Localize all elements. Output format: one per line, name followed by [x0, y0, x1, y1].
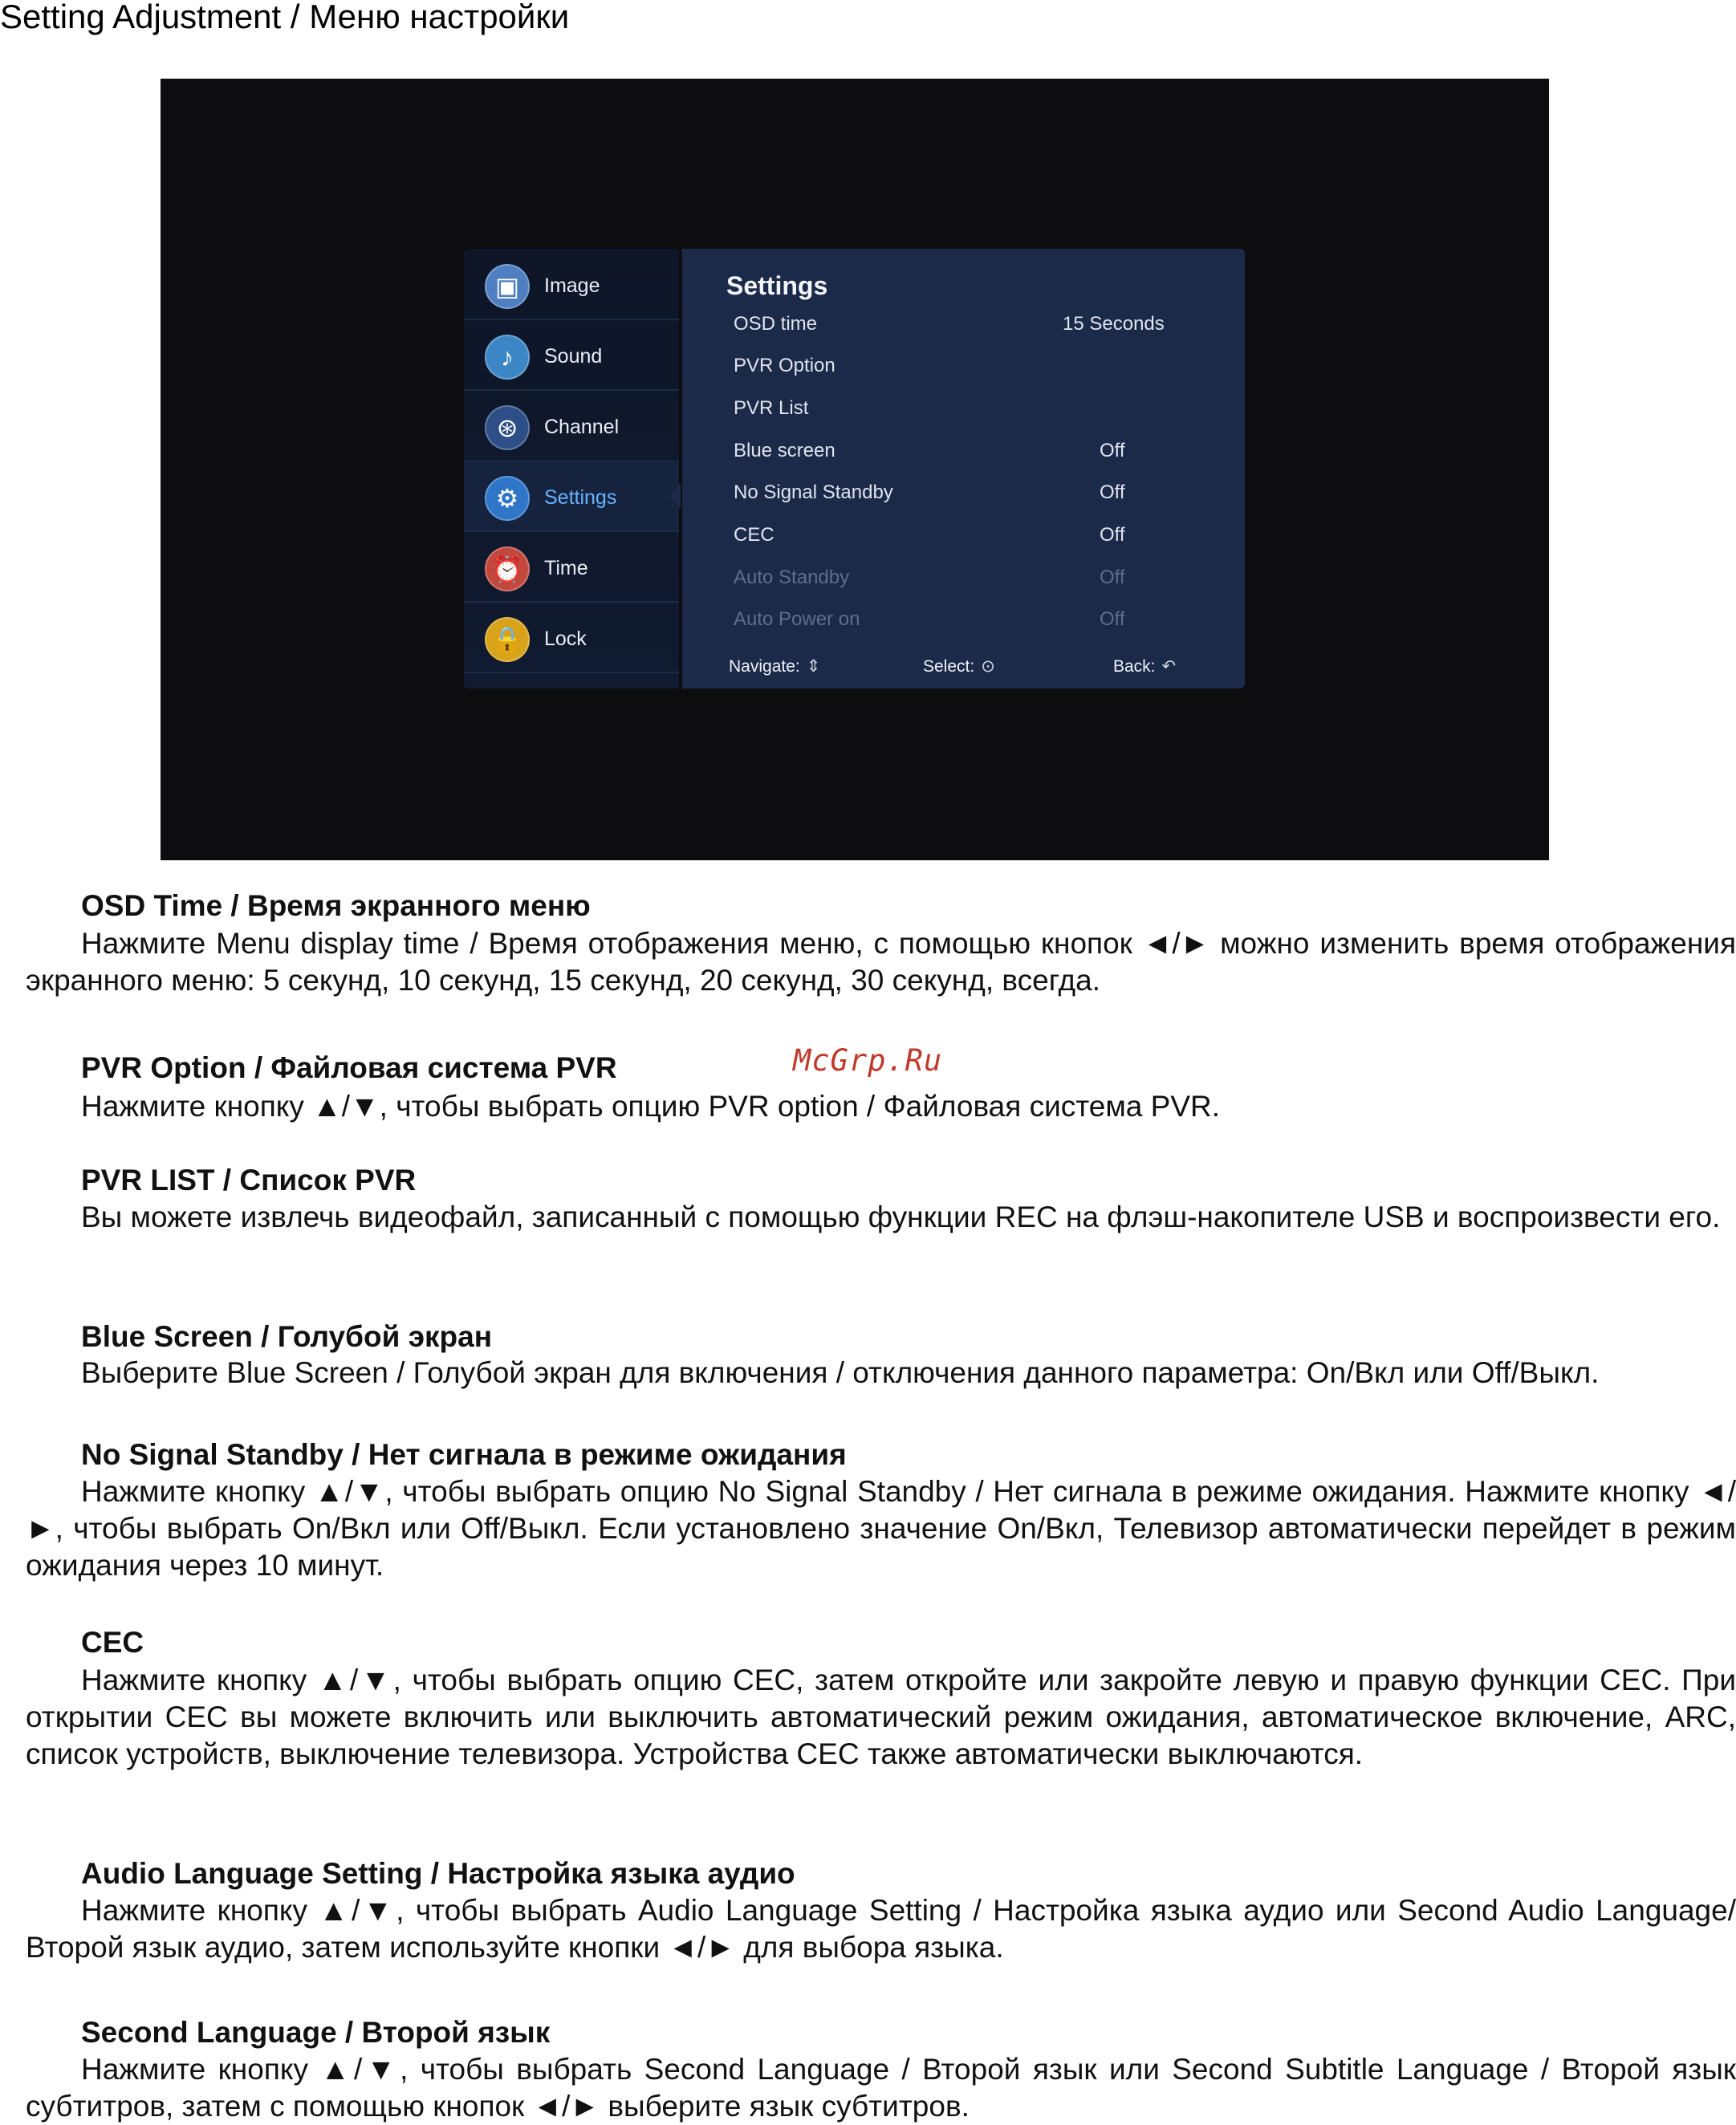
satellite-dish-icon: ⊛ — [485, 405, 530, 450]
sidebar-item-label: Settings — [544, 486, 617, 509]
setting-name: Auto Power on — [734, 608, 860, 630]
section-title-no-signal-standby: No Signal Standby / Нет сигнала в режиме ожидания — [81, 1438, 847, 1471]
setting-row-auto-power-on — [734, 600, 1183, 642]
osd-settings-panel — [682, 249, 1245, 689]
sidebar-item-label: Lock — [544, 628, 587, 650]
setting-value: Off — [1100, 524, 1125, 546]
setting-value: 15 Seconds — [1063, 313, 1165, 335]
setting-value: Off — [1100, 481, 1125, 503]
navigate-arrows-icon: ⇕ — [806, 657, 821, 676]
section-body-pvr-list: Вы можете извлечь видеофайл, записанный с помощью функции REC на флэш-накопителе USB и воспроизвести его. — [81, 1201, 1721, 1233]
setting-row-osd-time[interactable] — [734, 305, 1183, 347]
back-hint — [1113, 656, 1176, 677]
setting-row-pvr-list[interactable] — [734, 389, 1183, 431]
navigate-hint — [729, 656, 820, 677]
sidebar-item-label: Image — [544, 274, 600, 297]
setting-value: Off — [1100, 567, 1125, 588]
sidebar-item-lock[interactable] — [464, 602, 679, 673]
sidebar-item-time[interactable] — [464, 531, 679, 603]
page-title: Setting Adjustment / Меню настройки — [0, 0, 570, 35]
section-body-blue-screen: Выберите Blue Screen / Голубой экран для включения / отключения данного параметра: On/Вкл или Off/Выкл. — [81, 1356, 1600, 1389]
setting-name: CEC — [734, 524, 774, 546]
setting-name: Blue screen — [734, 440, 835, 461]
setting-name: PVR List — [734, 397, 809, 419]
section-title-second-language: Second Language / Второй язык — [81, 2016, 551, 2049]
setting-name: PVR Option — [734, 355, 835, 376]
setting-name: Auto Standby — [734, 567, 850, 588]
image-icon: ▣ — [485, 264, 530, 309]
section-title-pvr-list: PVR LIST / Список PVR — [81, 1164, 417, 1197]
gears-icon: ⚙ — [485, 476, 530, 521]
osd-menu — [464, 249, 1245, 689]
setting-value: Off — [1100, 440, 1125, 461]
section-title-pvr-option: PVR Option / Файловая система PVR — [81, 1051, 617, 1084]
back-label: Back: — [1113, 657, 1156, 676]
sidebar-item-label: Time — [544, 557, 588, 579]
osd-footer — [682, 645, 1245, 689]
setting-row-auto-standby — [734, 559, 1183, 600]
section-title-audio-language: Audio Language Setting / Настройка языка аудио — [81, 1857, 795, 1890]
sidebar-item-settings[interactable] — [464, 461, 679, 532]
section-body-osd-time: Нажмите Menu display time / Время отображения меню, с помощью кнопок ◄/► можно изменить время отображения экранного меню: 5 секунд, 10 секунд, 15 секунд, 20 секунд, 30 секунд, всегда. — [26, 927, 1736, 997]
section-body-cec: Нажмите кнопку ▲/▼, чтобы выбрать опцию CEC, затем откройте или закройте левую и правую функции CEC. При открытии CEC вы можете включить или выключить автоматический режим ожидания, автоматическое включение, ARC, список устройств, выключение телевизора. Устройства CEC также автоматически выключаются. — [26, 1664, 1736, 1770]
section-title-osd-time: OSD Time / Время экранного меню — [81, 889, 591, 922]
setting-value: Off — [1100, 608, 1125, 630]
section-title-blue-screen: Blue Screen / Голубой экран — [81, 1320, 493, 1353]
section-body-no-signal-standby: Нажмите кнопку ▲/▼, чтобы выбрать опцию No Signal Standby / Нет сигнала в режиме ожидания. Нажмите кнопку ◄/►, чтобы выбрать On/Вкл или Off/Выкл. Если установлено значение On/Вкл, Телевизор автоматически перейдет в режим ожидания через 10 минут. — [26, 1475, 1736, 1582]
setting-row-pvr-option[interactable] — [734, 347, 1183, 388]
osd-sidebar — [464, 249, 679, 689]
select-label: Select: — [923, 657, 975, 676]
setting-row-no-signal-standby[interactable] — [734, 473, 1183, 515]
setting-row-blue-screen[interactable] — [734, 432, 1183, 473]
section-body-pvr-option: Нажмите кнопку ▲/▼, чтобы выбрать опцию PVR option / Файловая система PVR. — [81, 1090, 1221, 1123]
setting-name: OSD time — [734, 313, 818, 335]
section-body-audio-language: Нажмите кнопку ▲/▼, чтобы выбрать Audio Language Setting / Настройка языка аудио или Second Audio Language/ Второй язык аудио, затем используйте кнопки ◄/► для выбора языка. — [26, 1894, 1736, 1964]
select-hint — [923, 656, 995, 677]
select-button-icon: ⊙ — [981, 657, 995, 676]
sidebar-item-image[interactable] — [464, 249, 679, 320]
alarm-clock-icon: ⏰ — [485, 546, 530, 591]
sidebar-item-channel[interactable] — [464, 390, 679, 461]
navigate-label: Navigate: — [729, 657, 800, 676]
back-arrow-icon: ↶ — [1161, 657, 1177, 676]
setting-name: No Signal Standby — [734, 481, 893, 503]
setting-row-cec[interactable] — [734, 516, 1183, 558]
section-body-second-language: Нажмите кнопку ▲/▼, чтобы выбрать Second Language / Второй язык или Second Subtitle Language / Второй язык субтитров, затем с помощью кнопок ◄/► выберите язык субтитров. — [26, 2053, 1736, 2123]
sidebar-item-label: Channel — [544, 416, 620, 438]
sidebar-item-sound[interactable] — [464, 319, 679, 391]
tv-screen-screenshot — [161, 79, 1549, 860]
settings-heading: Settings — [726, 271, 828, 300]
sidebar-item-label: Sound — [544, 345, 603, 368]
treble-clef-icon: ♪ — [485, 335, 530, 380]
section-title-cec: CEC — [81, 1626, 144, 1659]
watermark: McGrp.Ru — [793, 1043, 943, 1078]
padlock-icon: 🔒 — [485, 617, 530, 662]
